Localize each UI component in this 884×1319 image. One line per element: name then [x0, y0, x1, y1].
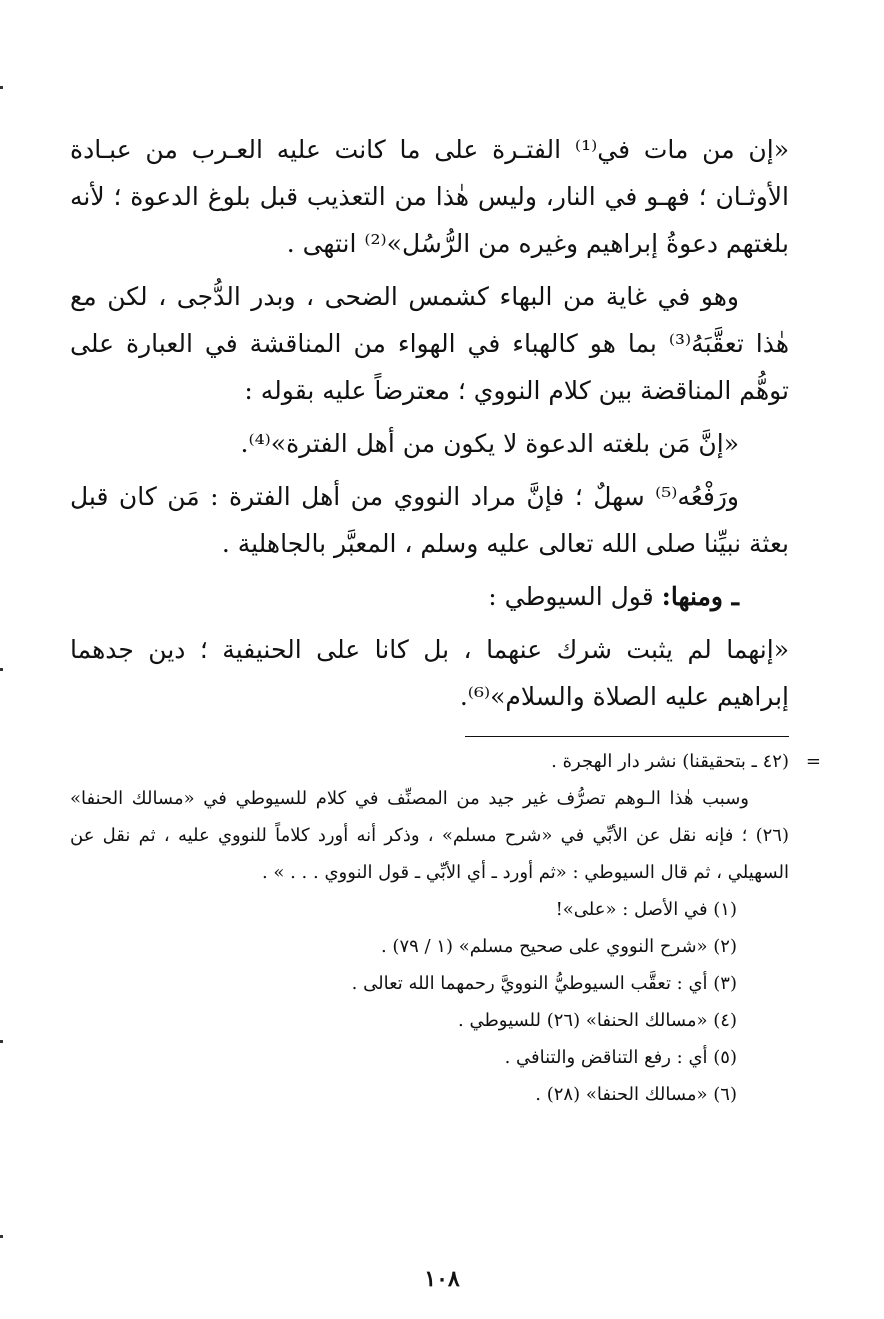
footnote-4: (٤) «مسالك الحنفا» (٢٦) للسيوطي .	[458, 1010, 737, 1031]
scan-edge-mark	[0, 86, 3, 89]
continuation-mark: =	[805, 751, 821, 772]
section-item-text: قول السيوطي :	[488, 582, 662, 611]
footnote-2: (٢) «شرح النووي على صحيح مسلم» (١ / ٧٩) .	[380, 936, 737, 957]
paragraph-quote-2: «إنَّ مَن بلغته الدعوة لا يكون من أهل الفترة»⁽⁴⁾.	[240, 429, 739, 458]
scan-edge-mark	[0, 668, 3, 671]
paragraph-quote-3: «إنهما لم يثبت شرك عنهما ، بل كانا على الحنيفية ؛ دين جدهما إبراهيم عليه الصلاة والسلام»⁽⁶⁾.	[70, 635, 789, 711]
footnote-5: (٥) أي : رفع التناقض والتنافي .	[504, 1047, 737, 1068]
main-text	[70, 126, 789, 720]
scan-edge-mark	[0, 1040, 3, 1043]
footnote-paragraph: وسبب هٰذا الـوهم تصرُّف غير جيد من المصنِّف في كلام للسيوطي في «مسالك الحنفا» (٢٦) ؛ فإنه نقل عن الأبِّي في «شرح مسلم» ، وذكر أنه أورد كلاماً للنووي عليه ، ثم نقل عن السهيلي ، ثم قال السيوطي : «ثم أورد ـ أي الأبِّي ـ قول النووي . . . » .	[70, 788, 789, 883]
page-number: ١٠٨	[424, 1266, 460, 1292]
footnotes	[70, 743, 821, 1113]
paragraph-4: ورَفْعُه⁽⁵⁾ سهلٌ ؛ فإنَّ مراد النووي من أهل الفترة : مَن كان قبل بعثة نبيِّنا صلى الله تعالى عليه وسلم ، المعبَّر بالجاهلية .	[70, 482, 789, 558]
footnote-6: (٦) «مسالك الحنفا» (٢٨) .	[535, 1084, 737, 1105]
section-item-lead: ـ ومنها:	[661, 582, 739, 611]
paragraph-quote-1: «إن من مات في⁽¹⁾ الفتـرة على ما كانت عليه العـرب من عبـادة الأوثـان ؛ فهـو في النار، وليس هٰذا من التعذيب قبل بلوغ الدعوة ؛ لأنه بلغتهم دعوةُ إبراهيم وغيره من الرُّسُل»⁽²⁾ انتهى .	[70, 135, 789, 258]
scan-edge-mark	[0, 1235, 3, 1238]
footnote-1: (١) في الأصل : «على»!	[555, 899, 737, 920]
paragraph-section-item	[70, 573, 789, 620]
footnote-divider	[465, 736, 789, 737]
paragraph-2: وهو في غاية من البهاء كشمس الضحى ، وبدر الدُّجى ، لكن مع هٰذا تعقَّبَهُ⁽³⁾ بما هو كالهباء في الهواء من المناقشة في العبارة على توهُّم المناقضة بين كلام النووي ؛ معترضاً عليه بقوله :	[70, 282, 789, 405]
page-content	[70, 126, 821, 1113]
footnote-3: (٣) أي : تعقَّب السيوطيُّ النوويَّ رحمهما الله تعالى .	[351, 973, 737, 994]
footnote-continuation	[70, 743, 821, 780]
footnote-continuation-text: (٤٢ ـ بتحقيقنا) نشر دار الهجرة .	[551, 751, 789, 772]
